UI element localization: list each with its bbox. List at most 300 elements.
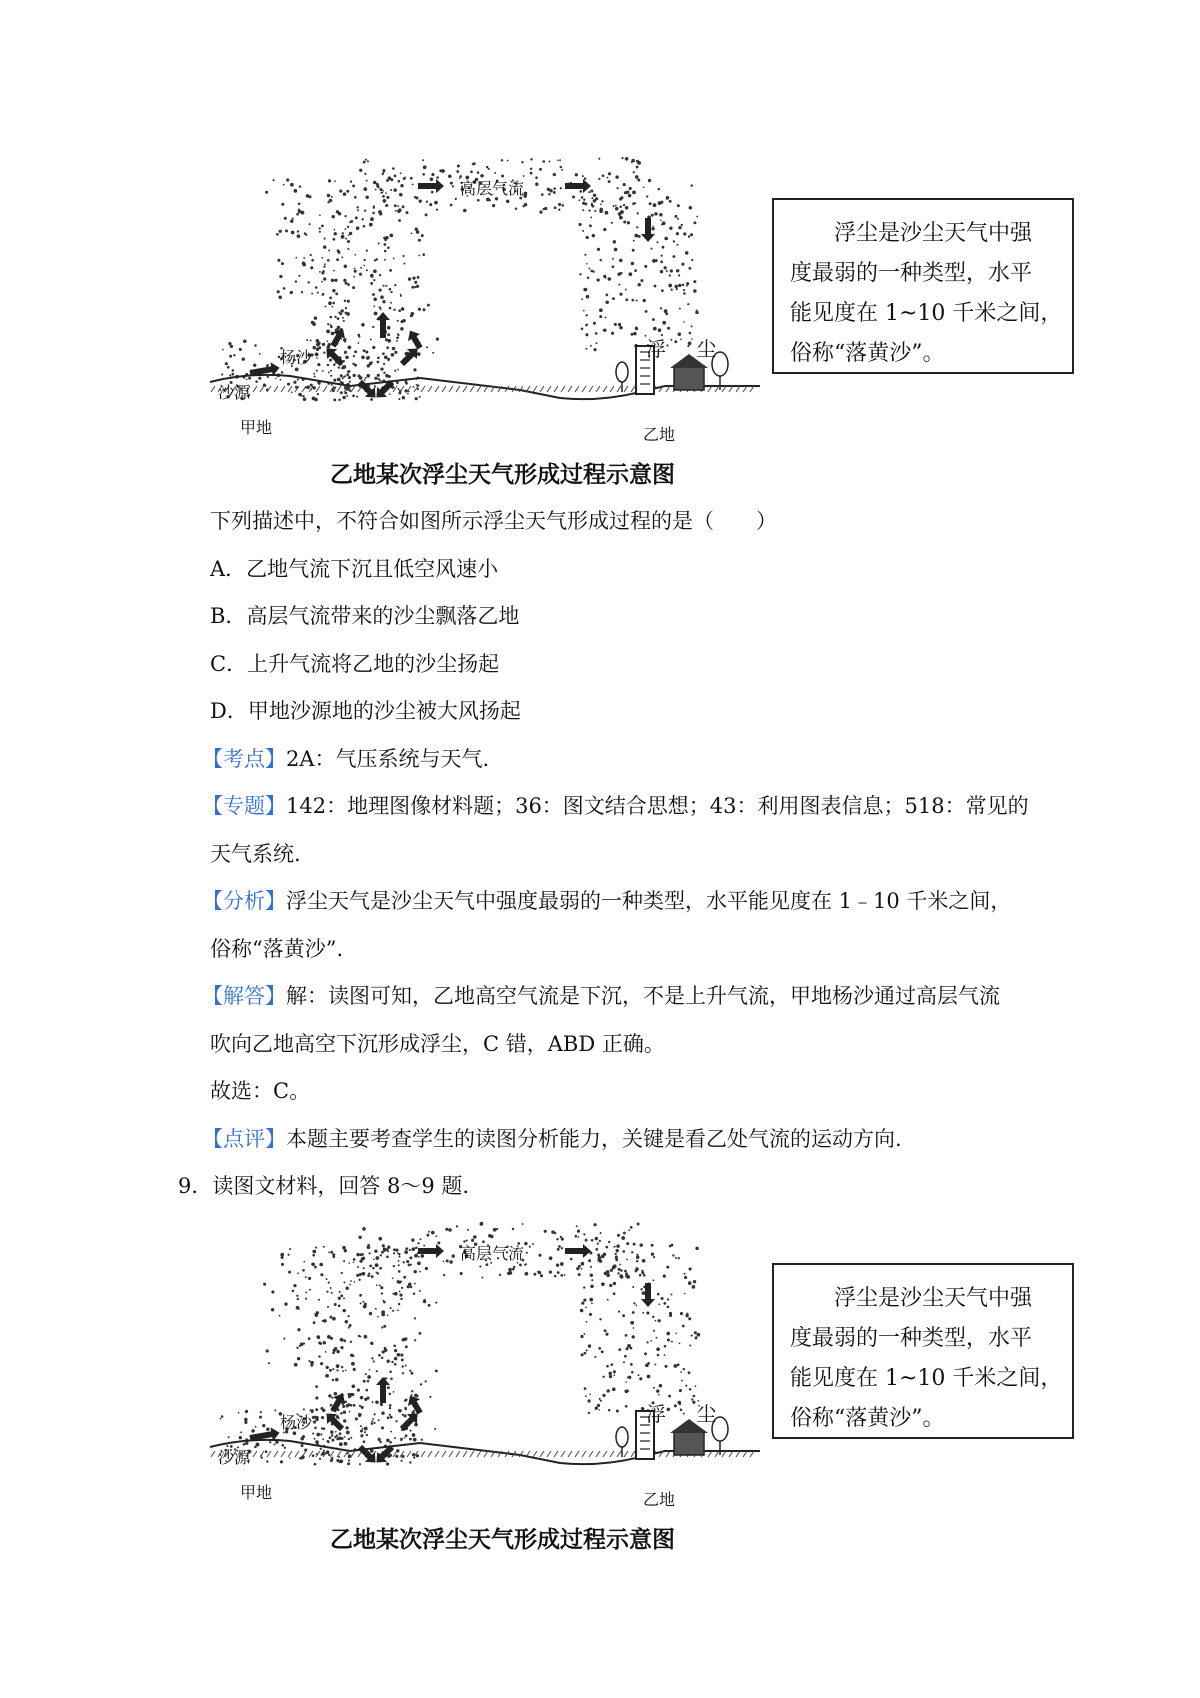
dust-dot	[372, 1267, 375, 1270]
dust-dot	[324, 238, 326, 240]
dust-dot	[281, 371, 284, 374]
dust-dot	[599, 1318, 601, 1320]
dust-dot	[642, 1312, 644, 1314]
dust-dot	[240, 1431, 242, 1433]
dust-dot	[315, 1247, 317, 1249]
dust-dot	[323, 277, 326, 280]
dust-dot	[271, 1308, 274, 1311]
dust-dot	[380, 1254, 382, 1256]
dust-dot	[319, 1458, 321, 1460]
dust-dot	[301, 291, 303, 293]
dust-dot	[393, 1248, 396, 1251]
dust-dot	[364, 173, 366, 175]
dust-dot	[695, 1385, 697, 1387]
dust-dot	[310, 340, 312, 342]
dust-dot	[535, 183, 538, 186]
hatch-mark	[540, 1451, 544, 1457]
dust-dot	[348, 345, 352, 349]
dust-dot	[284, 1447, 286, 1449]
dust-dot	[239, 1436, 242, 1439]
dust-dot	[390, 1416, 393, 1419]
dust-dot	[407, 1285, 410, 1288]
dust-dot	[359, 1405, 361, 1407]
dust-dot	[625, 1405, 628, 1408]
dust-dot	[576, 1225, 578, 1227]
dust-dot	[547, 188, 550, 191]
dust-dot	[661, 224, 663, 226]
dust-dot	[635, 1270, 638, 1273]
dust-dot	[402, 1372, 404, 1374]
dust-dot	[639, 1243, 643, 1247]
dust-dot	[365, 1389, 368, 1392]
dust-dot	[354, 254, 356, 256]
dust-dot	[375, 1263, 379, 1267]
dust-dot	[348, 1438, 350, 1440]
dust-dot	[281, 1263, 284, 1266]
dust-dot	[328, 1394, 331, 1397]
dust-dot	[615, 1258, 618, 1261]
dust-dot	[654, 1364, 656, 1366]
dust-dot	[315, 286, 318, 289]
dust-dot	[374, 312, 378, 316]
dust-dot	[436, 208, 438, 210]
dust-dot	[366, 180, 368, 182]
dust-dot	[275, 378, 277, 380]
hatch-mark	[470, 1451, 474, 1457]
dust-dot	[655, 1337, 657, 1339]
dust-dot	[418, 308, 421, 311]
dust-dot	[412, 276, 415, 279]
dust-dot	[384, 250, 387, 253]
dust-dot	[372, 212, 375, 215]
dust-dot	[229, 355, 232, 358]
hatch-mark	[533, 386, 537, 392]
dust-dot	[582, 230, 584, 232]
dust-dot	[423, 1299, 426, 1302]
dust-dot	[581, 1302, 584, 1305]
dust-dot	[630, 1363, 633, 1366]
dust-dot	[633, 1327, 635, 1329]
hatch-mark	[435, 1451, 439, 1457]
hatch-mark	[281, 386, 285, 392]
dust-dot	[693, 1395, 696, 1398]
kaodian-line	[202, 743, 489, 773]
dust-dot	[549, 1256, 553, 1260]
dust-dot	[595, 332, 598, 335]
hatch-mark	[456, 1451, 460, 1457]
dust-dot	[583, 310, 585, 312]
dust-dot	[390, 291, 392, 293]
dust-dot	[382, 173, 384, 175]
dust-dot	[360, 267, 362, 269]
dust-dot	[406, 211, 409, 214]
label-upper-flow: 高层气流	[460, 1244, 525, 1263]
dust-dot	[477, 199, 480, 202]
dust-dot	[663, 1274, 666, 1277]
dust-dot	[682, 1325, 685, 1328]
dust-dot	[377, 361, 380, 364]
dust-dot	[322, 1320, 324, 1322]
dust-dot	[336, 1364, 340, 1368]
dust-dot	[290, 291, 293, 294]
dust-dot	[590, 1285, 593, 1288]
dust-dot	[398, 1264, 400, 1266]
dust-dot	[221, 373, 223, 375]
dust-dot	[334, 232, 337, 235]
dust-dot	[349, 1262, 351, 1264]
dust-dot	[389, 269, 392, 272]
dust-dot	[342, 396, 346, 400]
dust-dot	[373, 1360, 375, 1362]
dust-dot	[388, 375, 391, 378]
dust-dot	[372, 1418, 374, 1420]
dust-dot	[614, 248, 618, 252]
dust-dot	[641, 1270, 643, 1272]
dust-dot	[389, 1441, 392, 1444]
dust-dot	[620, 1269, 623, 1272]
dust-dot	[339, 1432, 342, 1435]
dust-dot	[343, 1411, 346, 1414]
dust-dot	[409, 1438, 412, 1441]
dust-dot	[651, 1244, 654, 1247]
dust-dot	[415, 227, 418, 230]
dust-dot	[622, 1314, 625, 1317]
dust-dot	[323, 1427, 326, 1430]
dust-dot	[327, 1306, 329, 1308]
dust-dot	[340, 1412, 343, 1415]
dust-dot	[631, 159, 635, 163]
dust-dot	[671, 1341, 673, 1343]
note-line: 浮尘是沙尘天气中强	[834, 1286, 1033, 1311]
dust-dot	[586, 295, 590, 299]
dust-dot	[345, 356, 348, 359]
dust-dot	[603, 275, 606, 278]
dust-dot	[638, 1374, 640, 1376]
dust-dot	[342, 232, 344, 234]
dust-dot	[554, 1275, 557, 1278]
dust-dot	[298, 209, 300, 211]
note-line: 能见度在 1~10 千米之间，	[790, 1366, 1063, 1391]
dust-dot	[394, 370, 396, 372]
dust-dot	[368, 1252, 370, 1254]
dust-dot	[617, 272, 621, 276]
dust-dot	[587, 1399, 590, 1402]
dust-dot	[366, 250, 368, 252]
dust-dot	[667, 1306, 670, 1309]
dust-dot	[389, 1407, 391, 1409]
dust-dot	[455, 198, 457, 200]
dust-dot	[220, 1418, 222, 1420]
dust-dot	[611, 332, 614, 335]
dust-dot	[360, 1429, 363, 1432]
dust-dot	[368, 1275, 370, 1277]
dust-dot	[346, 395, 348, 397]
dust-dot	[365, 350, 368, 353]
dust-dot	[350, 1341, 352, 1343]
dust-dot	[428, 1304, 431, 1307]
dust-dot	[570, 1258, 573, 1261]
dust-dot	[422, 253, 425, 256]
dust-dot	[691, 325, 693, 327]
dust-dot	[297, 1298, 299, 1300]
hatch-mark	[421, 1451, 425, 1457]
dust-dot	[329, 297, 332, 300]
dust-dot	[417, 1261, 421, 1265]
dust-dot	[663, 266, 666, 269]
dust-dot	[338, 212, 342, 216]
dust-dot	[310, 384, 313, 387]
dust-dot	[334, 180, 336, 182]
dust-dot	[684, 1293, 686, 1295]
dust-dot	[614, 1246, 616, 1248]
dust-dot	[311, 321, 314, 324]
hatch-mark	[463, 386, 467, 392]
dust-dot	[356, 396, 358, 398]
hatch-mark	[330, 1451, 334, 1457]
dust-dot	[582, 202, 585, 205]
dust-dot	[605, 1333, 608, 1336]
note-line: 度最弱的一种类型，水平	[790, 1326, 1033, 1351]
dust-dot	[288, 1271, 291, 1274]
dust-dot	[689, 1388, 692, 1391]
hatch-mark	[470, 386, 474, 392]
dust-dot	[636, 1260, 638, 1262]
dust-dot	[374, 377, 377, 380]
dust-dot	[659, 213, 663, 217]
dust-dot	[525, 1272, 529, 1276]
dust-dot	[313, 1421, 316, 1424]
dust-dot	[353, 374, 356, 377]
dust-dot	[255, 380, 258, 383]
dust-dot	[591, 204, 594, 207]
dust-dot	[560, 187, 562, 189]
dust-dot	[334, 316, 336, 318]
jieda-text: 解：读图可知，乙地高空气流是下沉，不是上升气流，甲地杨沙通过高层气流	[286, 984, 1000, 1008]
dust-dot	[425, 213, 428, 216]
hatch-mark	[575, 1451, 579, 1457]
dust-dot	[431, 191, 434, 194]
hatch-mark	[316, 386, 320, 392]
dust-dot	[597, 1404, 600, 1407]
dust-dot	[529, 1246, 531, 1248]
dust-dot	[244, 1421, 247, 1424]
dust-dot	[364, 1431, 366, 1433]
dust-dot	[426, 1234, 429, 1237]
dust-dot	[312, 1254, 315, 1257]
dust-dot	[599, 210, 603, 214]
dust-dot	[673, 240, 675, 242]
dust-dot	[400, 172, 402, 174]
dust-dot	[616, 1244, 620, 1248]
dust-dot	[318, 383, 320, 385]
dust-dot	[470, 170, 473, 173]
dust-dot	[558, 1245, 561, 1248]
dust-dot	[297, 230, 299, 232]
dust-dot	[393, 1252, 395, 1254]
dust-dot	[323, 1246, 325, 1248]
dust-dot	[413, 368, 416, 371]
dust-dot	[349, 221, 351, 223]
wind-arrow-icon	[376, 1377, 390, 1403]
label-jiadi: 甲地	[240, 1483, 273, 1502]
dust-dot	[513, 1266, 516, 1269]
dust-dot	[401, 1287, 403, 1289]
dust-dot	[480, 1222, 484, 1226]
dust-dot	[353, 355, 355, 357]
dust-dot	[305, 234, 307, 236]
dust-dot	[328, 1251, 330, 1253]
dust-dot	[602, 1394, 605, 1397]
dust-dot	[398, 1256, 400, 1258]
label-upper-flow: 高层气流	[460, 179, 525, 198]
dust-dot	[319, 1263, 323, 1267]
dust-dot	[330, 1251, 333, 1254]
dust-dot	[347, 248, 349, 250]
dust-dot	[340, 1346, 343, 1349]
dust-dot	[628, 194, 632, 198]
dust-dot	[325, 1351, 327, 1353]
dust-dot	[331, 384, 333, 386]
dust-dot	[621, 327, 623, 329]
dust-dot	[643, 1274, 646, 1277]
dust-dot	[606, 1365, 609, 1368]
dust-dot	[378, 306, 380, 308]
dust-dot	[669, 1312, 672, 1315]
dust-dot	[382, 300, 385, 303]
note-line: 俗称“落黄沙”。	[790, 341, 945, 366]
dust-dot	[341, 256, 343, 258]
dust-dot	[558, 209, 560, 211]
dust-dot	[405, 1251, 407, 1253]
dust-dot	[645, 310, 648, 313]
dust-dot	[349, 1411, 351, 1413]
dust-dot	[244, 1418, 247, 1421]
dust-dot	[305, 1291, 307, 1293]
dust-dot	[393, 1391, 395, 1393]
dust-dot	[399, 1294, 402, 1297]
dust-dot	[307, 281, 309, 283]
dust-dot	[323, 266, 325, 268]
dust-dot	[317, 393, 319, 395]
dust-dot	[362, 1428, 364, 1430]
dust-dot	[394, 1437, 396, 1439]
dust-dot	[287, 383, 290, 386]
dianping-tag: 【点评】	[202, 1127, 286, 1151]
dust-dot	[651, 1253, 654, 1256]
dust-dot	[626, 1242, 629, 1245]
dust-dot	[324, 305, 326, 307]
dust-dot	[279, 1315, 281, 1317]
dust-dot	[642, 1259, 646, 1263]
dust-dot	[348, 1459, 350, 1461]
dust-dot	[360, 1425, 362, 1427]
dust-dot	[397, 334, 399, 336]
wind-arrow-icon	[330, 329, 345, 348]
dust-dot	[363, 349, 366, 352]
dust-dot	[350, 1280, 352, 1282]
dust-dot	[292, 218, 294, 220]
dust-dot	[680, 1371, 682, 1373]
dust-dot	[590, 216, 592, 218]
dust-dot	[298, 275, 300, 277]
dust-dot	[670, 269, 673, 272]
dust-dot	[412, 1433, 416, 1437]
dust-dot	[683, 292, 686, 295]
dust-dot	[320, 1434, 322, 1436]
dust-dot	[319, 231, 321, 233]
hatch-mark	[449, 386, 453, 392]
dust-dot	[293, 1284, 296, 1287]
dust-dot	[658, 328, 662, 332]
dust-dot	[312, 1433, 314, 1435]
zhuanti-text: 142：地理图像材料题；36：图文结合思想；43：利用图表信息；518：常见的	[286, 794, 1029, 818]
dianping-line	[202, 1123, 902, 1153]
dust-dot	[687, 303, 689, 305]
dust-dot	[370, 1342, 373, 1345]
dust-dot	[386, 346, 389, 349]
dust-dot	[286, 178, 289, 181]
dust-dot	[393, 1345, 396, 1348]
dust-dot	[355, 1418, 357, 1420]
dust-dot	[653, 1387, 655, 1389]
dust-dot	[636, 1254, 638, 1256]
hatch-mark	[624, 386, 628, 392]
dust-dot	[619, 206, 622, 209]
dust-dot	[376, 1272, 378, 1274]
dust-dot	[392, 347, 396, 351]
label-fuchen: 浮 尘	[646, 337, 729, 361]
dust-dot	[363, 1440, 366, 1443]
dust-dot	[389, 1371, 392, 1374]
dust-dot	[315, 1396, 318, 1399]
dust-dot	[296, 1347, 298, 1349]
dust-dot	[409, 1249, 411, 1251]
dust-dot	[312, 1454, 315, 1457]
dust-dot	[382, 1244, 385, 1247]
dust-dot	[340, 1437, 343, 1440]
dust-dot	[585, 1395, 587, 1397]
hatch-mark	[554, 1451, 558, 1457]
dust-dot	[578, 1265, 581, 1268]
dust-dot	[426, 201, 428, 203]
dust-dot	[345, 1320, 349, 1324]
dust-dot	[322, 370, 324, 372]
dust-dot	[316, 343, 320, 347]
dust-dot	[343, 320, 345, 322]
dust-dot	[316, 357, 318, 359]
dust-dot	[402, 1414, 404, 1416]
dust-dot	[363, 1380, 366, 1383]
dust-dot	[372, 293, 375, 296]
dust-dot	[553, 191, 556, 194]
dust-dot	[679, 1389, 682, 1392]
dust-dot	[344, 375, 346, 377]
dust-dot	[353, 1404, 356, 1407]
dust-dot	[658, 188, 660, 190]
dust-dot	[426, 346, 428, 348]
dust-dot	[417, 1242, 419, 1244]
dust-dot	[383, 199, 387, 203]
dust-dot	[584, 1387, 587, 1390]
dust-dot	[333, 363, 335, 365]
dust-dot	[508, 1271, 512, 1275]
dust-dot	[335, 1431, 337, 1433]
note-box	[772, 198, 1074, 374]
dust-dot	[678, 274, 680, 276]
dust-dot	[331, 1457, 333, 1459]
dust-dot	[385, 338, 388, 341]
dust-dot	[450, 182, 453, 185]
